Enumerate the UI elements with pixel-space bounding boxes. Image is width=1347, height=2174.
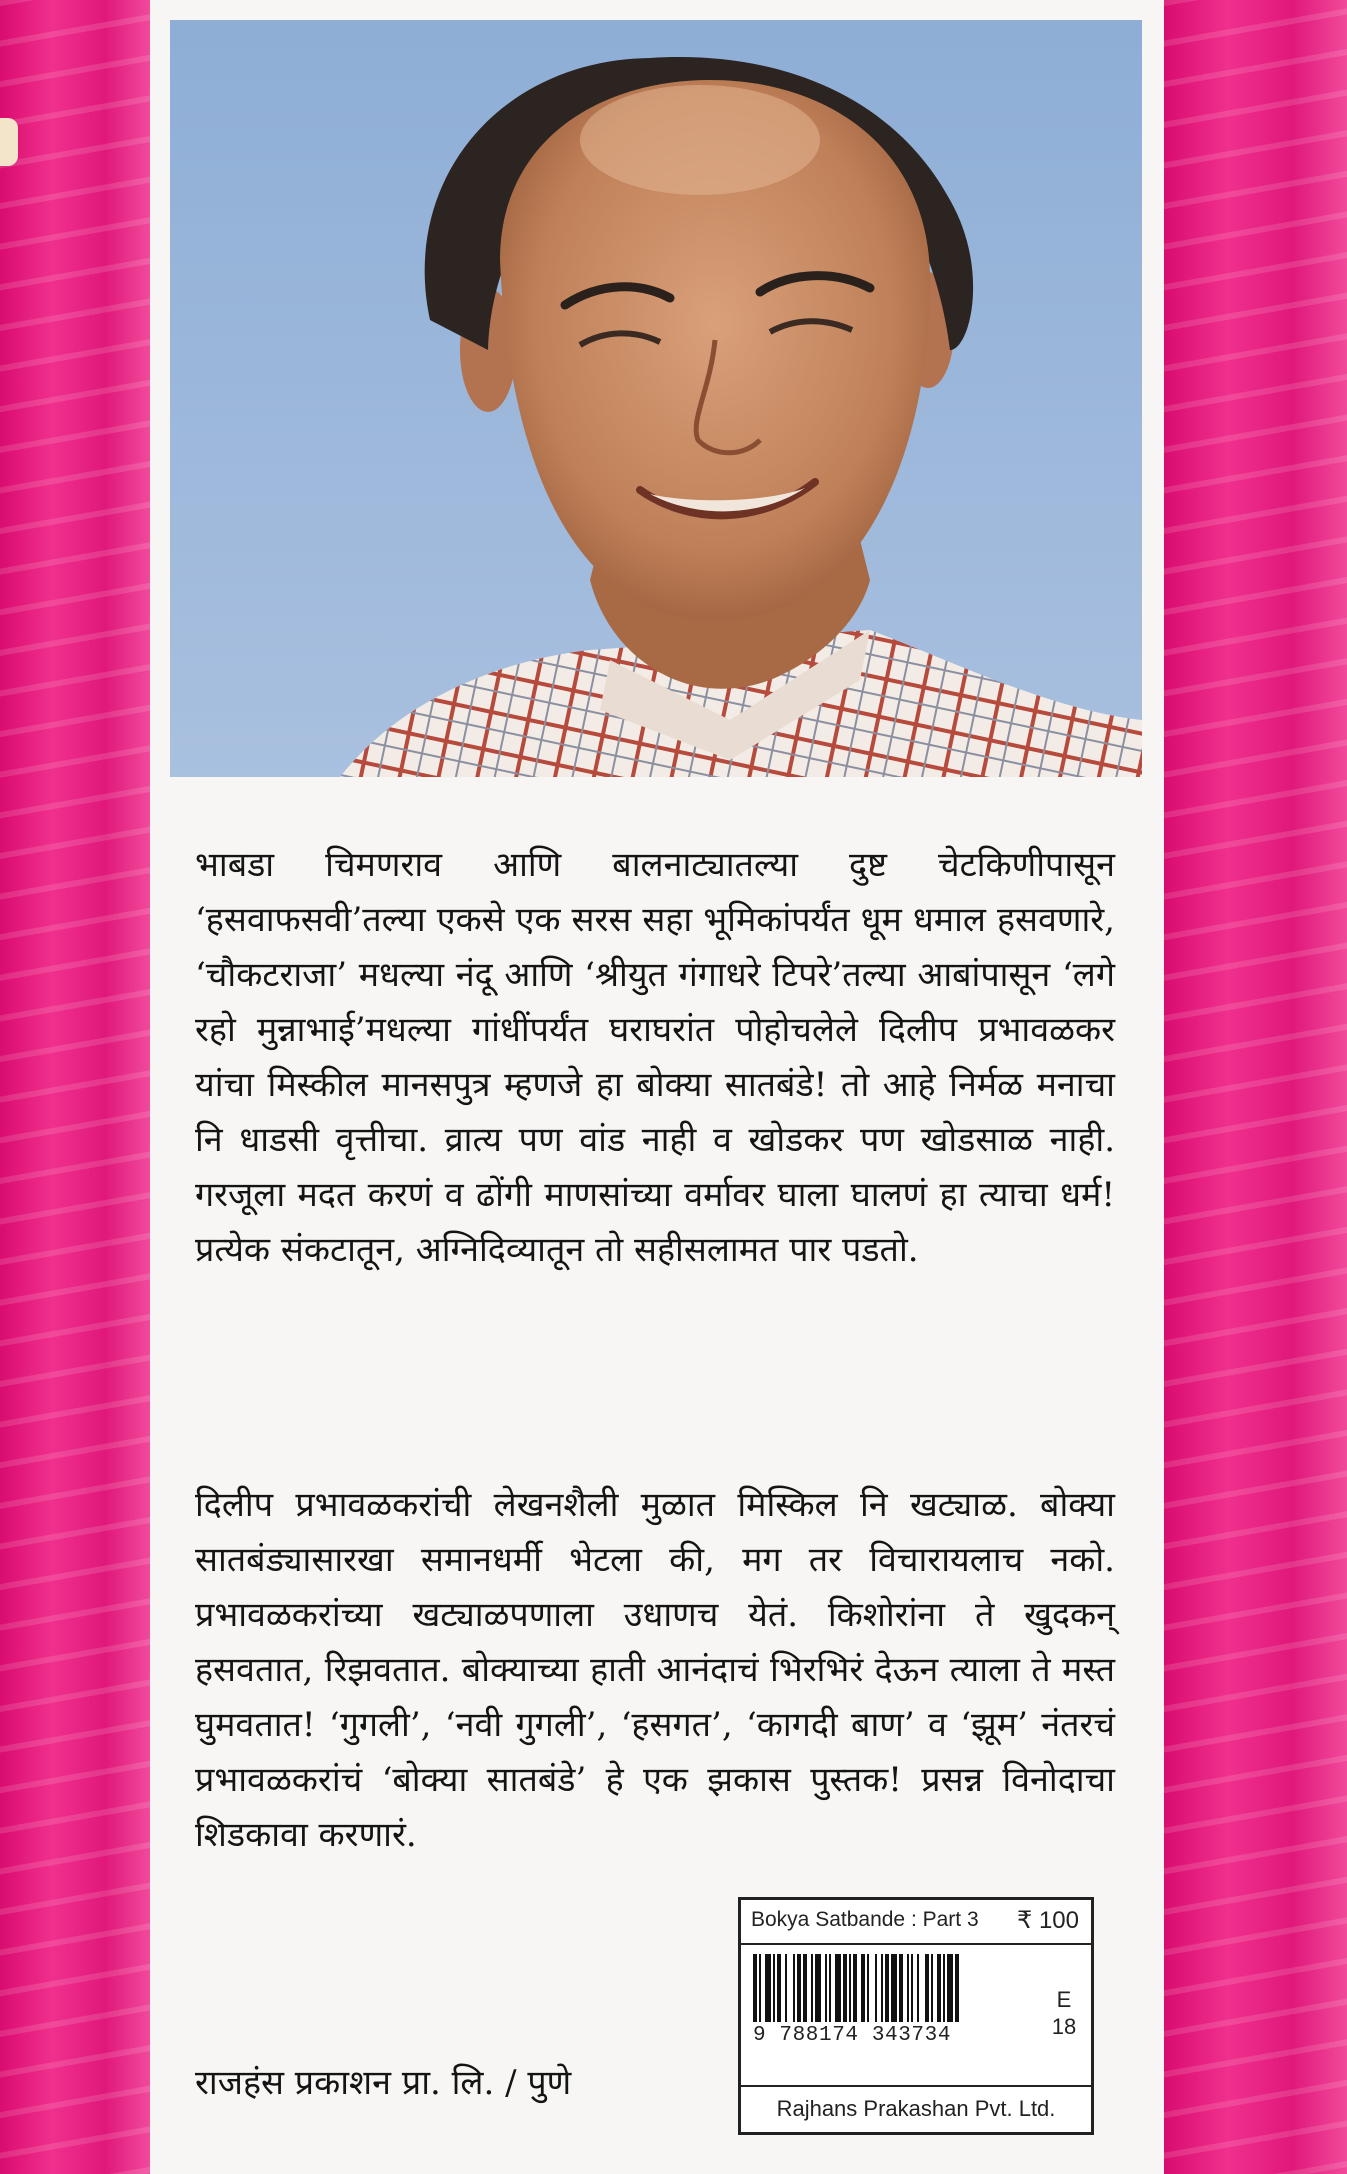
barcode-header <box>741 1900 1091 1945</box>
edition-code <box>1049 1986 1079 2040</box>
publisher-english: Rajhans Prakashan Pvt. Ltd. <box>776 2096 1056 2121</box>
tape-remnant <box>0 118 18 166</box>
description-paragraph-1: भाबडा चिमणराव आणि बालनाट्यातल्या दुष्ट चेटकिणीपासून ‘हसवाफसवी’तल्या एकसे एक सरस सहा भूमिकांपर्यंत धूम धमाल हसवणारे, ‘चौकटराजा’ मधल्या नंदू आणि ‘श्रीयुत गंगाधरे टिपरे’तल्या आबांपासून ‘लगे रहो मुन्नाभाई’मधल्या गांधींपर्यंत घराघरांत पोहोचलेले दिलीप प्रभावळकर यांचा मिस्कील मानसपुत्र म्हणजे हा बोक्या सातबंडे! तो आहे निर्मळ मनाचा नि धाडसी वृत्तीचा. व्रात्य पण वांड नाही व खोडकर पण खोडसाळ नाही. गरजूला मदत करणं व ढोंगी माणसांच्या वर्मावर घाला घालणं हा त्याचा धर्म! प्रत्येक संकटातून, अग्निदिव्यातून तो सहीसलामत पार पडतो. <box>195 845 1115 1270</box>
plastic-wrap-sheen-left <box>0 0 150 2174</box>
description-paragraph-2: दिलीप प्रभावळकरांची लेखनशैली मुळात मिस्किल नि खट्याळ. बोक्या सातबंड्यासारखा समानधर्मी भेटला की, मग तर विचारायलाच नको. प्रभावळकरांच्या खट्याळपणाला उधाणच येतं. किशोरांना ते खुदकन् हसवतात, रिझवतात. बोक्याच्या हाती आनंदाचं भिरभिरं देऊन त्याला ते मस्त घुमवतात! ‘गुगली’, ‘नवी गुगली’, ‘हसगत’, ‘कागदी बाण’ व ‘झूम’ नंतरचं प्रभावळकरांचं ‘बोक्या सातबंडे’ हे एक झकास पुस्तक! प्रसन्न विनोदाचा शिडकावा करणारं. <box>195 1485 1115 1855</box>
barcode-footer <box>741 2085 1091 2132</box>
publisher-marathi: राजहंस प्रकाशन प्रा. लि. / पुणे <box>195 2063 572 2103</box>
author-photo <box>170 20 1142 777</box>
book-title-english: Bokya Satbande : Part 3 <box>751 1908 979 1931</box>
back-cover <box>150 0 1164 2174</box>
edition-code-number: 18 <box>1051 2014 1077 2039</box>
barcode-box <box>738 1897 1094 2135</box>
price-label: ₹ 100 <box>1017 1907 1079 1934</box>
barcode-bars <box>753 1954 1023 2022</box>
plastic-wrap-sheen-right <box>1164 0 1347 2174</box>
isbn-number: 9 788174 343734 <box>753 2024 952 2047</box>
edition-code-letter: E <box>1056 1987 1072 2012</box>
